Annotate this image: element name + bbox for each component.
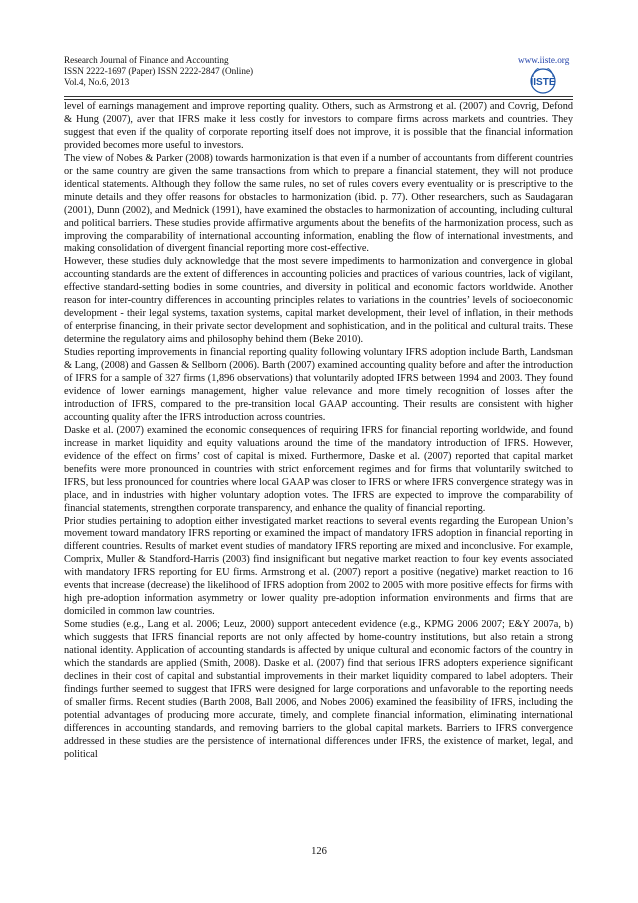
header-divider-thin [64,99,573,100]
paragraph: Daske et al. (2007) examined the economic consequences of requiring IFRS for financial reporting worldwide, and found increase in market liquidity and equity valuations around the time of the mandatory introduction of IFRS. However, evidence of the effect on firms’ cost of capital is mixed. Furthermore, Daske et al. (2007) reported that capital market benefits were more pronounced in countries with strict enforcement regimes and for firms that voluntarily switched to IFRS, but less pronounced for countries where local GAAP was closer to IFRS or where IFRS convergence strategy was in place, and in industries with higher voluntary adoption votes. The IFRS are expected to improve the comparability of financial statements, strengthen corporate transparency, and enhance the quality of financial reporting. [64,424,573,514]
paragraph: level of earnings management and improve reporting quality. Others, such as Armstrong et al. (2007) and Covrig, Defond & Hung (2007), aver that IFRS make it less costly for investors to compare firms across markets and countries. They suggest that even if the quality of corporate reporting itself does not improve, it is possible that the financial information provided becomes more useful to investors. [64,101,573,151]
article-body [64,101,573,762]
paragraph: Some studies (e.g., Lang et al. 2006; Leuz, 2000) support antecedent evidence (e.g., KPMG 2006 2007; E&Y 2007a, b) which suggests that IFRS financial reports are not only affected by home-country institutions, but also retain a strong national identity. Application of accounting standards is affected by unique cultural and economic factors of the country in which the standards are applied (Smith, 2008). Daske et al. (2007) find that serious IFRS adopters experience significant declines in their cost of capital and substantial improvements in their market liquidity compared to label adopters. Their findings further seemed to suggest that IFRS were designed for large corporations and unfavorable to the reporting needs of smaller firms. Recent studies (Barth 2008, Ball 2006, and Nobes 2006) examined the feasibility of IFRS, including the potential advantages of producing more accurate, timely, and complete financial information, eliminating international differences in accounting standards, and removing barriers to the global capital markets. Barriers to IFRS convergence addressed in these studies are the persistence of international differences under IFRS, the existence of market, legal, and political [64,619,573,760]
logo-text: IISTE [530,77,556,88]
journal-issn: ISSN 2222-1697 (Paper) ISSN 2222-2847 (Online) [64,66,254,77]
journal-title: Research Journal of Finance and Accounting [64,55,229,65]
journal-volume: Vol.4, No.6, 2013 [64,77,130,88]
paragraph: Prior studies pertaining to adoption either investigated market reactions to several events regarding the European Union’s movement toward mandatory IFRS reporting or examined the impact of mandatory IFRS adoption in financial reporting in different countries. Results of market event studies of mandatory IFRS reporting are mixed and inconclusive. For example, Comprix, Muller & Standford-Harris (2003) find insignificant but negative market reaction to four key events associated with mandatory IFRS reporting for EU firms. Armstrong et al. (2007) report a positive (negative) market reaction to 16 events that increase (decrease) the likelihood of IFRS adoption from 2002 to 2005 with more positive effects for firms with high pre-adoption information asymmetry or lower quality pre-adoption information environments and firms that are domiciled in common law countries. [64,515,573,618]
paragraph: Studies reporting improvements in financial reporting quality following voluntary IFRS adoption include Barth, Landsman & Lang, (2008) and Gassen & Sellborn (2006). Barth (2007) examined accounting quality before and after the introduction of IFRS for a sample of 327 firms (1,896 observations) that voluntarily adopted IFRS between 1994 and 2003. They found evidence of lower earnings management, higher value relevance and more timely recognition of losses after the introduction of IFRS, compared to the pre-transition local GAAP accounting. Their results are consistent with higher accounting quality after the IFRS introduction across countries. [64,347,573,423]
header-divider-thick [64,96,573,97]
paragraph: The view of Nobes & Parker (2008) towards harmonization is that even if a number of accountants from different countries or the same country are given the same transactions from which to prepare a financial statement, they will not produce identical statements. Although they follow the same rules, no set of rules covers every eventuality or is prescriptive to the minute details and they offer reasons for obstacles to harmonization (ibid. p. 77). Other researchers, such as Saudagaran (2001), Dunn (2002), and Mednick (1991), have examined the obstacles to harmonization of accounting, including cultural and political barriers. These studies provide affirmative arguments about the benefits of the harmonization process, such as improving the comparability of international accounting information, enabling the flow of international investments, and making consolidation of divergent financial reporting more cost-effective. [64,152,573,255]
iiste-logo-icon [520,68,566,94]
paragraph: However, these studies duly acknowledge that the most severe impediments to harmonization and convergence in global accounting standards are the extent of differences in accounting policies and practices of various countries, lack of vigilant, effective standard-setting bodies in some countries, and diversity in political and economic factors worldwide. Another reason for inter-country differences in accounting principles relates to variations in the countries’ levels of socioeconomic development - their legal systems, taxation systems, capital market development, their level of inflation, in their methods of enterprise financing, in their private sector development and sophistication, and in the political and cultural traits. These determine the regulatory aims and philosophy behind them (Beke 2010). [64,256,573,346]
journal-url-link[interactable]: www.iiste.org [518,55,570,65]
journal-header [64,55,253,89]
page-number: 126 [311,846,327,857]
